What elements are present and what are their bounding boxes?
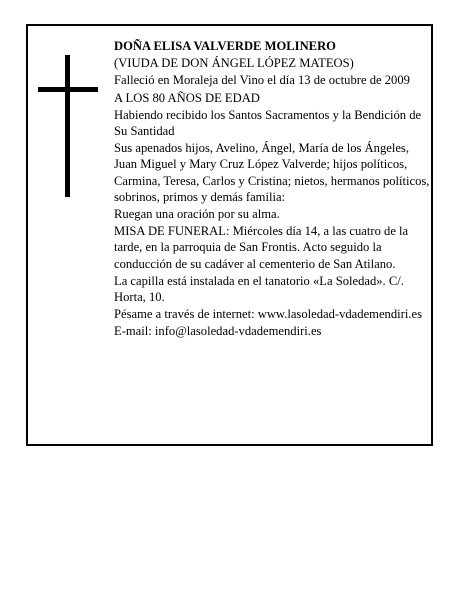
funeral-mass: MISA DE FUNERAL: Miércoles día 14, a las cuatro de la tarde, en la parroquia de San Frontis. Acto seguido la conducción de su cadáver al cementerio de San Atilano. — [114, 224, 409, 271]
family-list: Sus apenados hijos, Avelino, Ángel, María de los Ángeles, Juan Miguel y Mary Cruz López Valverde; hijos políticos, Carmina, Teresa, Carlos y Cristina; nietos, hermanos políticos, sobrinos, primos y demás familia: — [114, 141, 430, 204]
sacraments-note: Habiendo recibido los Santos Sacramentos y la Bendición de Su Santidad — [114, 107, 422, 139]
obituary-text — [114, 38, 432, 341]
widow-of: (VIUDA DE DON ÁNGEL LÓPEZ MATEOS) — [114, 56, 354, 71]
online-condolences: Pésame a través de internet: www.lasoledad-vdademendiri.es — [114, 307, 422, 322]
death-details: Falleció en Moraleja del Vino el día 13 de octubre de 2009 — [114, 73, 410, 88]
cross-horizontal-bar — [38, 87, 98, 92]
contact-email: E-mail: info@lasoledad-vdademendiri.es — [114, 324, 322, 339]
cross-icon — [38, 55, 98, 197]
age-at-death: A LOS 80 AÑOS DE EDAD — [114, 90, 260, 105]
cross-vertical-bar — [65, 55, 70, 197]
chapel-location: La capilla está instalada en el tanatorio «La Soledad». C/. Horta, 10. — [114, 273, 404, 305]
deceased-name: DOÑA ELISA VALVERDE MOLINERO — [114, 39, 336, 53]
prayer-request: Ruegan una oración por su alma. — [114, 207, 280, 222]
